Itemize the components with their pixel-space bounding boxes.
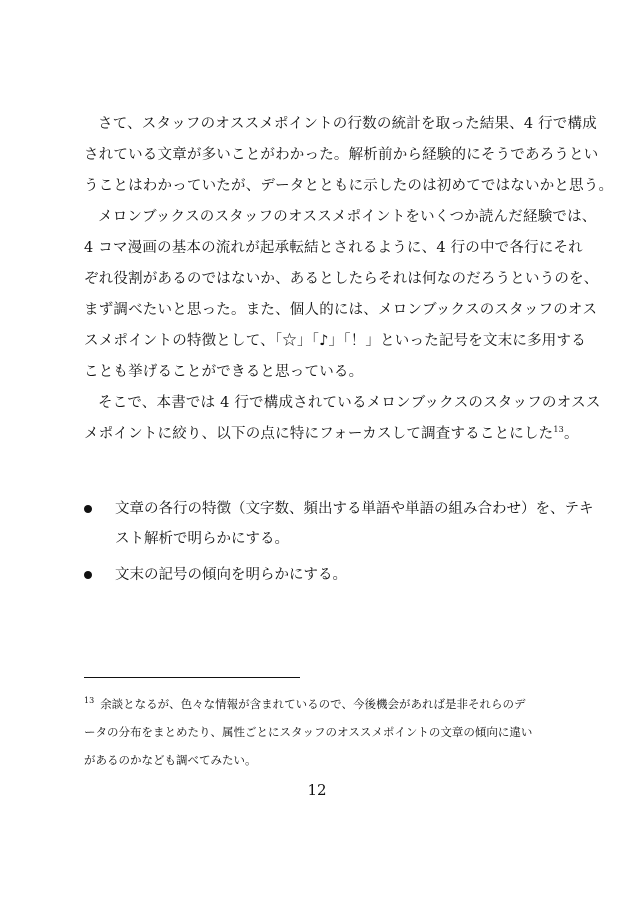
bullet-dot-icon [84,571,92,579]
paragraph-2-line-1: メロンブックスのスタッフのオススメポイントをいくつか読んだ経験では、 [98,209,597,225]
paragraph-3-line-2-end: 。 [563,426,579,442]
footnote-line-1-text: 余談となるが、色々な情報が含まれているので、今後機会があれば是非それらのデ [100,697,526,711]
paragraph-1-line-3: うことはわかっていたが、データとともに示したのは初めてではないかと思う。 [84,178,614,194]
paragraph-2-line-5: スメポイントの特徴として、「☆」「♪」「！」といった記号を文末に多用する [84,333,586,349]
footnote-line-3: があるのかなども調べてみたい。 [84,753,257,767]
bullet-2-line-1: 文末の記号の傾向を明らかにする。 [115,567,347,583]
bullet-1-line-1: 文章の各行の特徴（文字数、頻出する単語や単語の組み合わせ）を、テキ [115,501,594,517]
paragraph-2-line-2: 4 コマ漫画の基本の流れが起承転結とされるように、4 行の中で各行にそれ [84,240,583,256]
page-number: 12 [307,781,327,799]
paragraph-1-line-2: されている文章が多いことがわかった。解析前から経験的にそうであろうとい [84,147,599,163]
footnote-number: 13 [84,696,95,706]
footnote-reference: 13 [553,425,564,435]
footnote-line-1 [84,696,554,712]
footnote-line-2: ータの分布をまとめたり、属性ごとにスタッフのオススメポイントの文章の傾向に違い [84,725,533,739]
paragraph-3-line-2 [84,424,579,444]
bullet-1-line-2: スト解析で明らかにする。 [115,531,289,547]
paragraph-3-line-2-text: メポイントに絞り、以下の点に特にフォーカスして調査することにした [84,426,554,442]
paragraph-2-line-3: ぞれ役割があるのではないか、あるとしたらそれは何なのだろうというのを、 [84,271,599,287]
bullet-dot-icon [84,505,92,513]
paragraph-1-line-1: さて、スタッフのオススメポイントの行数の統計を取った結果、4 行で構成 [98,116,597,132]
paragraph-2-line-6: ことも挙げることができると思っている。 [84,364,364,380]
paragraph-3-line-1: そこで、本書では 4 行で構成されているメロンブックスのスタッフのオスス [98,395,601,411]
footnote-divider [84,677,300,678]
paragraph-2-line-4: まず調べたいと思った。また、個人的には、メロンブックスのスタッフのオス [84,302,598,318]
